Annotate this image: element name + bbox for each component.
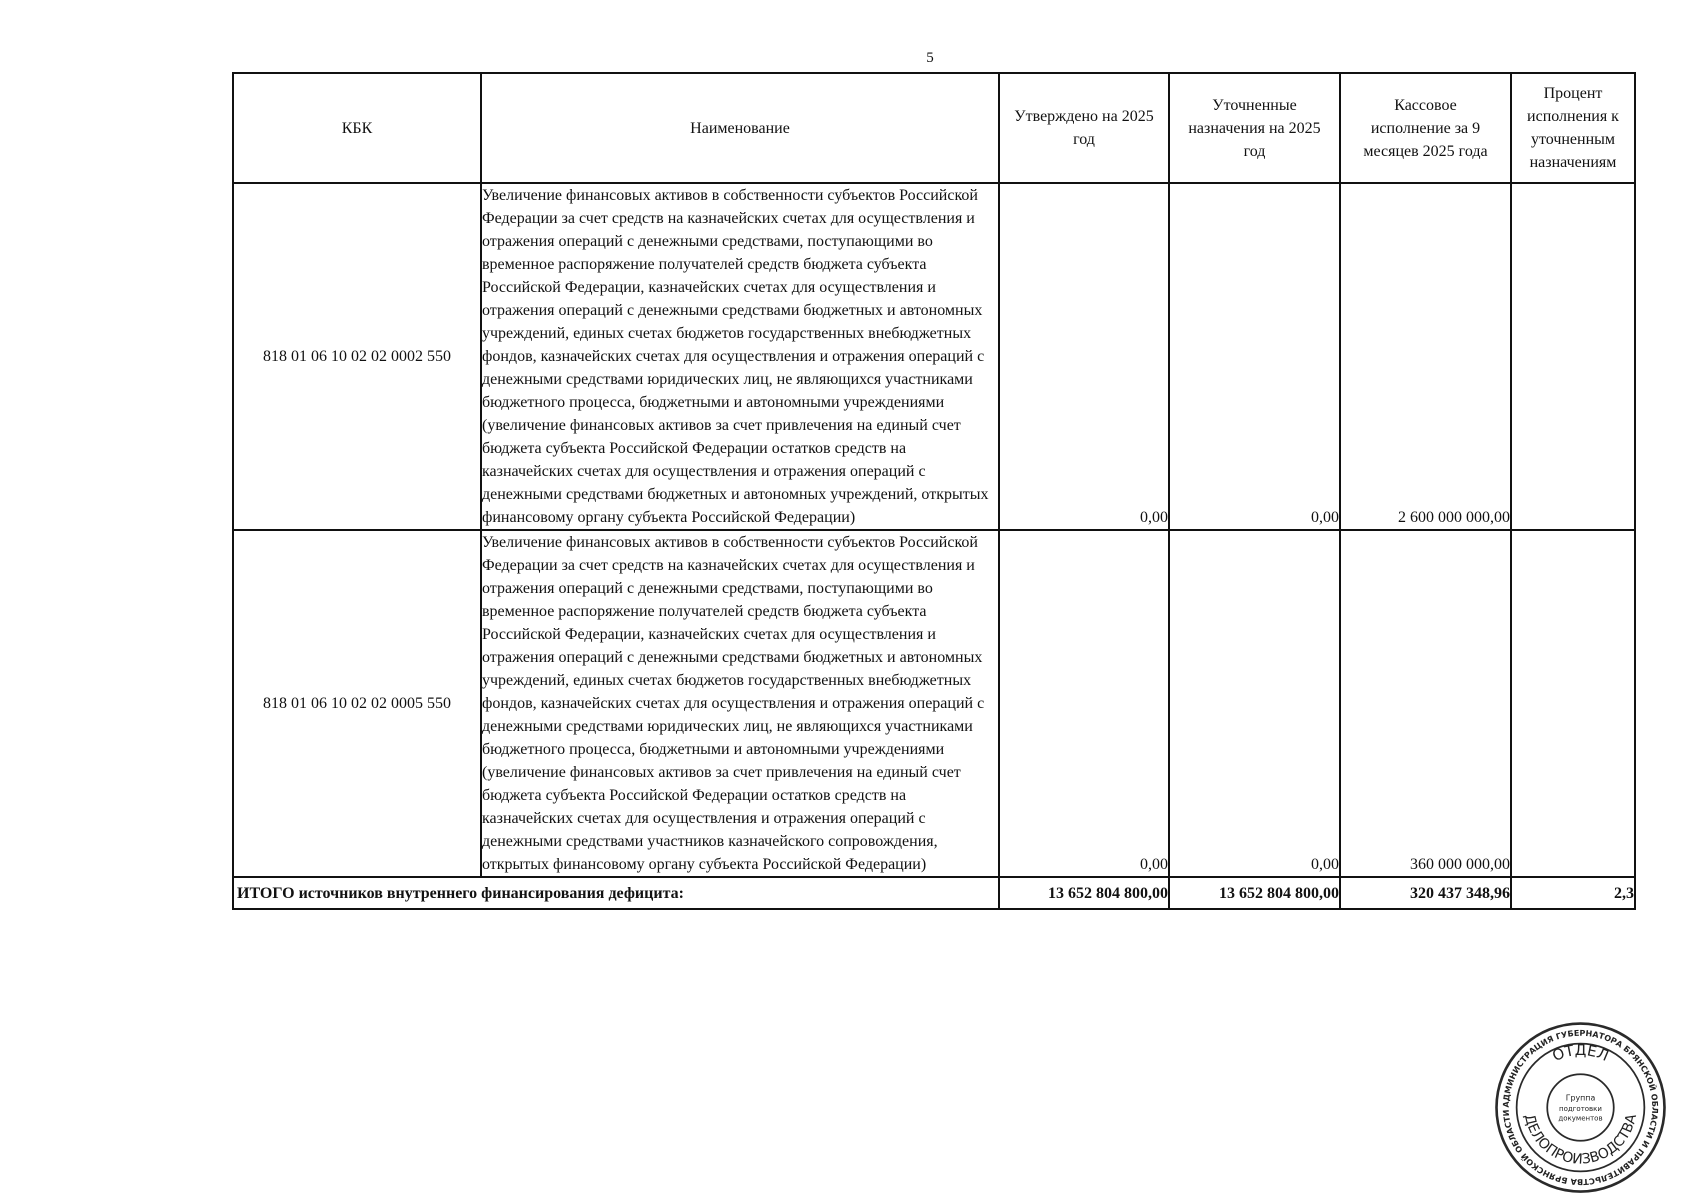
- row-kbk: 818 01 06 10 02 02 0002 550: [233, 183, 481, 530]
- stamp-center-line-3: документов: [1558, 1114, 1603, 1123]
- header-revised: Уточненные назначения на 2025 год: [1169, 73, 1340, 183]
- department-stamp: [1493, 1020, 1668, 1195]
- stamp-center-line-1: Группа: [1565, 1093, 1596, 1103]
- stamp-outer-text: АДМИНИСТРАЦИЯ ГУБЕРНАТОРА БРЯНСКОЙ ОБЛАСТИ И ПРАВИТЕЛЬСТВА БРЯНСКОЙ ОБЛАСТИ: [1501, 1028, 1660, 1187]
- row-approved: 0,00: [999, 530, 1169, 877]
- total-cash: 320 437 348,96: [1340, 877, 1511, 909]
- stamp-bottom-text: ДЕЛОПРОИЗВОДСТВА: [1520, 1112, 1641, 1168]
- header-kbk: КБК: [233, 73, 481, 183]
- row-name: Увеличение финансовых активов в собственности субъектов Российской Федерации за счет средств на казначейских счетах для осуществления и отражения операций с денежными средствами, поступающими во временное распоряжение получателей средств бюджета субъекта Российской Федерации, казначейских счетах для осуществления и отражения операций с денежными средствами бюджетных и автономных учреждений, единых счетах бюджетов государственных внебюджетных фондов, казначейских счетах для осуществления и отражения операций с денежными средствами юридических лиц, не являющихся участниками бюджетного процесса, бюджетными и автономными учреждениями (увеличение финансовых активов за счет привлечения на единый счет бюджета субъекта Российской Федерации остатков средств на казначейских счетах для осуществления и отражения операций с денежными средствами участников казначейского сопровождения, открытых финансовому органу субъекта Российской Федерации): [481, 530, 999, 877]
- total-revised: 13 652 804 800,00: [1169, 877, 1340, 909]
- header-name: Наименование: [481, 73, 999, 183]
- row-revised: 0,00: [1169, 183, 1340, 530]
- row-percent: [1511, 183, 1635, 530]
- header-cash: Кассовое исполнение за 9 месяцев 2025 года: [1340, 73, 1511, 183]
- sources-table: [232, 72, 1636, 910]
- total-approved: 13 652 804 800,00: [999, 877, 1169, 909]
- total-row: [233, 877, 1635, 909]
- header-approved: Утверждено на 2025 год: [999, 73, 1169, 183]
- header-row: [233, 73, 1635, 183]
- header-percent: Процент исполнения к уточненным назначениям: [1511, 73, 1635, 183]
- row-kbk: 818 01 06 10 02 02 0005 550: [233, 530, 481, 877]
- stamp-center-line-2: подготовки: [1559, 1105, 1602, 1113]
- row-cash: 2 600 000 000,00: [1340, 183, 1511, 530]
- stamp-top-text: ОТДЕЛ: [1549, 1040, 1612, 1065]
- row-cash: 360 000 000,00: [1340, 530, 1511, 877]
- total-label: ИТОГО источников внутреннего финансирования дефицита:: [233, 877, 999, 909]
- total-percent: 2,3: [1511, 877, 1635, 909]
- row-percent: [1511, 530, 1635, 877]
- table-row: [233, 530, 1635, 877]
- table-row: [233, 183, 1635, 530]
- row-revised: 0,00: [1169, 530, 1340, 877]
- row-approved: 0,00: [999, 183, 1169, 530]
- page-number: 5: [926, 50, 934, 66]
- row-name: Увеличение финансовых активов в собственности субъектов Российской Федерации за счет средств на казначейских счетах для осуществления и отражения операций с денежными средствами, поступающими во временное распоряжение получателей средств бюджета субъекта Российской Федерации, казначейских счетах для осуществления и отражения операций с денежными средствами бюджетных и автономных учреждений, единых счетах бюджетов государственных внебюджетных фондов, казначейских счетах для осуществления и отражения операций с денежными средствами юридических лиц, не являющихся участниками бюджетного процесса, бюджетными и автономными учреждениями (увеличение финансовых активов за счет привлечения на единый счет бюджета субъекта Российской Федерации остатков средств на казначейских счетах для осуществления и отражения операций с денежными средствами бюджетных и автономных учреждений, открытых финансовому органу субъекта Российской Федерации): [481, 183, 999, 530]
